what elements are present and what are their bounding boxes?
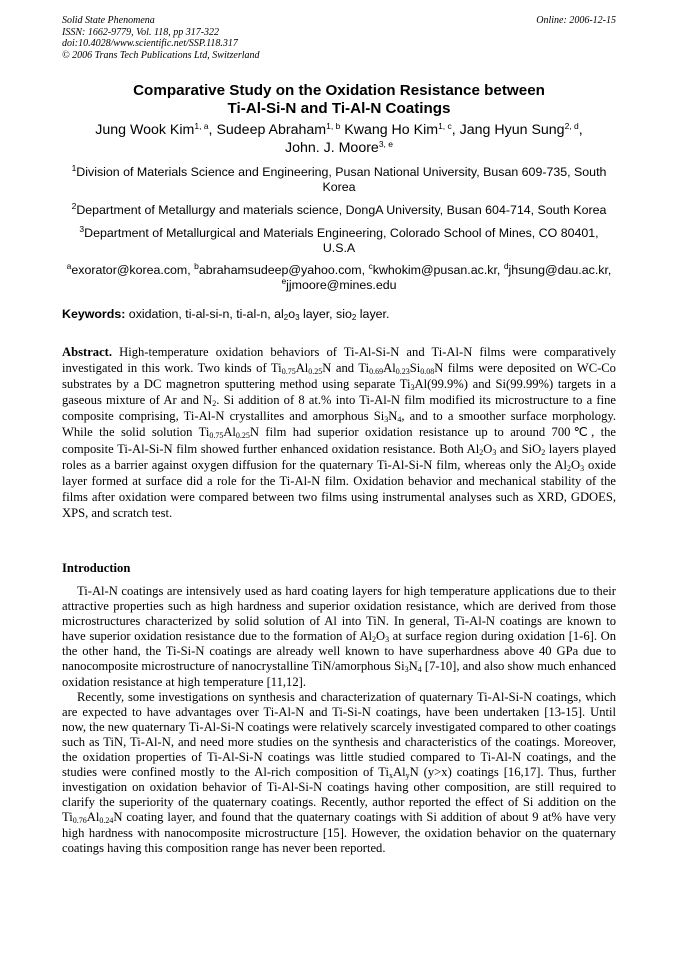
text-run: Ti-Al-N coatings are intensively used as hard coating layers for high temperature applications due to their attractive properties such as high hardness and superior oxidation resistance, which are derived from those microstructures characterized by solid solution of Al into TiN. In general, Ti-Al-N coatings are known to have superior oxidation resistance due to the formation of Al [62, 584, 616, 644]
author-list [62, 122, 616, 157]
text-run: 2 [479, 447, 484, 457]
email: $^b$abrahamsudeep@yahoo.com, [194, 261, 369, 277]
text-run: N and Ti [322, 361, 370, 376]
text-run: High-temperature oxidation behaviors of Ti-Al-Si-N and Ti-Al-N films were comparatively investigated in this work. Two kinds of Ti [62, 345, 616, 376]
text-run: 0.76 [72, 816, 87, 826]
text-run: 2 [567, 463, 571, 473]
text-run: 4 [417, 665, 422, 675]
email: $^c$kwhokim@pusan.ac.kr, [368, 261, 504, 277]
journal-issn: ISSN: 1662-9779, Vol. 118, pp 317-322 [62, 26, 220, 38]
text-run: oxide layer formed at surface did a role for the Ti-Al-N film. Oxidation behavior and mechanical stability of the films after oxidation were compared between two films using instrumental analyses such as XRD, GDOES, XPS, and scratch test. [62, 457, 616, 520]
text-run: Al [295, 361, 309, 376]
keywords: Keywords: oxidation, ti-al-si-n, ti-al-n, $al_2o_3$ layer, sio$_2$ layer. [62, 307, 390, 322]
text-run: 2 [541, 447, 546, 457]
text-run: , and to a smoother surface morphology. While the solid solution Ti [62, 409, 616, 440]
text-run: 2 [212, 399, 217, 409]
text-run: N (y>x) coatings [16,17]. Thus, further investigation on oxidation behavior of Ti-Al-Si-N coatings having other composition, are still required to clarify the superiority of the quaternary coatings. Recently, author reported the effect of Si addition on the Ti [62, 765, 616, 825]
journal-name: Solid State Phenomena [62, 15, 155, 26]
text-run: O [375, 629, 386, 644]
text-run: [7-10], and also show much enhanced oxidation resistance at high temperature [11,12]. [62, 659, 616, 689]
text-run: 0.23 [395, 367, 410, 377]
text-run: 3 [404, 665, 409, 675]
text-run: Al [392, 765, 406, 780]
text-run: and SiO [496, 441, 542, 456]
section-heading-introduction: Introduction [62, 561, 131, 575]
text-run: 3 [410, 383, 415, 393]
text-run: 4 [397, 415, 402, 425]
text-run: Recently, some investigations on synthesis and characterization of quaternary Ti-Al-Si-N coatings, which are expected to have advantages over Ti-Al-N and Ti-Si-N coatings, have been undertaken [13-15]. Until now, the new quaternary Ti-Al-Si-N coatings were relatively scarcely investigated compared to other coatings such as TiN, Ti-Al-N, and need more studies on the synthesis and characteristics of the coatings. Moreover, the oxidation properties of Ti-Al-Si-N coatings was little studied compared to Ti-Al-N coatings, and the studies were confined mostly to the Al-rich composition of Ti [62, 689, 616, 780]
journal-doi: doi:10.4028/www.scientific.net/SSP.118.317 [62, 38, 238, 49]
text-run: Al [86, 810, 100, 825]
text-run: y [405, 771, 410, 781]
text-run: N [388, 409, 398, 424]
text-run: 0.08 [420, 367, 435, 377]
paper-title-line-1: Comparative Study on the Oxidation Resistance between [133, 82, 545, 99]
author: Jung Wook Kim$^{1, a}$, [95, 121, 217, 138]
text-run: 0.75 [209, 431, 224, 441]
abstract-text [62, 344, 616, 521]
text-run: 0.75 [281, 367, 296, 377]
affiliation: $^3$Department of Metallurgical and Materials Engineering, Colorado School of Mines, CO 80401, U.S.A [79, 224, 599, 255]
text-run: N coating layer, and found that the quaternary coatings with Si addition of about 9 at% have very high hardness with nanocomposite microstructure [15]. However, the oxidation behavior on the quaternary coatings having this composition range has never been reported. [62, 810, 616, 855]
journal-copyright: © 2006 Trans Tech Publications Ltd, Switzerland [62, 49, 260, 61]
text-run: 0.25 [235, 431, 250, 441]
author: Sudeep Abraham$^{1, b}$ [216, 121, 341, 138]
abstract-body [62, 345, 616, 520]
author: Kwang Ho Kim$^{1, c}$, [344, 121, 460, 138]
email: $^a$exorator@korea.com, [66, 261, 195, 277]
author: John. J. Moore$^{3, e}$ [284, 138, 394, 156]
paragraph [62, 584, 616, 690]
text-run: N film had superior oxidation resistance up to around 700℃, the composite Ti-Al-Si-N film showed further enhanced oxidation resistance. Both Al [62, 425, 616, 456]
text-run: Al [223, 425, 236, 440]
text-run: 3 [384, 415, 389, 425]
text-run: at surface region during oxidation [1-6]. On the other hand, the Ti-Si-N coatings are already well known to have superhardness above 40 GPa due to nanocomposite microstructure of nanocrystalline TiN/amorphous Si [62, 629, 616, 674]
text-run: x [388, 771, 393, 781]
introduction-body [62, 584, 616, 856]
text-run: O [483, 441, 493, 456]
affiliation: $^1$Division of Materials Science and Engineering, Pusan National University, Busan 609-735, South Korea [71, 163, 607, 194]
text-run: Si [409, 361, 421, 376]
text-run: O [571, 457, 581, 472]
affiliation: $^2$Department of Metallurgy and materials science, DongA University, Busan 604-714, South Korea [71, 201, 607, 217]
text-run: 0.25 [308, 367, 323, 377]
journal-header [62, 15, 616, 61]
abstract [62, 344, 616, 521]
author: Jang Hyun Sung$^{2, d}$, [459, 121, 583, 138]
text-run: 3 [492, 447, 497, 457]
paper-title-line-2: Ti-Al-Si-N and Ti-Al-N Coatings [227, 100, 451, 117]
email-list [62, 263, 616, 292]
keywords-label: Keywords: [62, 307, 126, 321]
text-run: 3 [385, 635, 390, 645]
text-run: 2 [371, 635, 376, 645]
email: $^e$jjmoore@mines.edu [281, 275, 397, 292]
online-date: Online: 2006-12-15 [536, 15, 616, 26]
text-run: Al [383, 361, 396, 376]
title-block [62, 82, 616, 292]
text-run: layers played roles as a barrier against oxygen diffusion for the quaternary Ti-Al-Si-N film, whereas only the Al [62, 441, 617, 472]
text-run: Al(99.9%) and Si(99.99%) targets in a gaseous mixture of Ar and N [62, 377, 616, 408]
abstract-label: Abstract. [62, 345, 113, 359]
text-run: . Si addition of 8 at.% into Ti-Al-N film modified its microstructure to a fine composite comprising, Ti-Al-N crystallites and amorphous Si [62, 393, 616, 424]
text-run: N [408, 659, 418, 674]
text-run: 3 [580, 463, 585, 473]
paper-title [62, 82, 616, 118]
text-run: 0.24 [99, 816, 114, 826]
text-run: N films were deposited on WC-Co substrates by a DC magnetron sputtering method using separate Ti [62, 361, 616, 392]
email: $^d$jhsung@dau.ac.kr, [503, 261, 612, 277]
paragraph [62, 690, 616, 856]
text-run: 0.69 [369, 367, 384, 377]
